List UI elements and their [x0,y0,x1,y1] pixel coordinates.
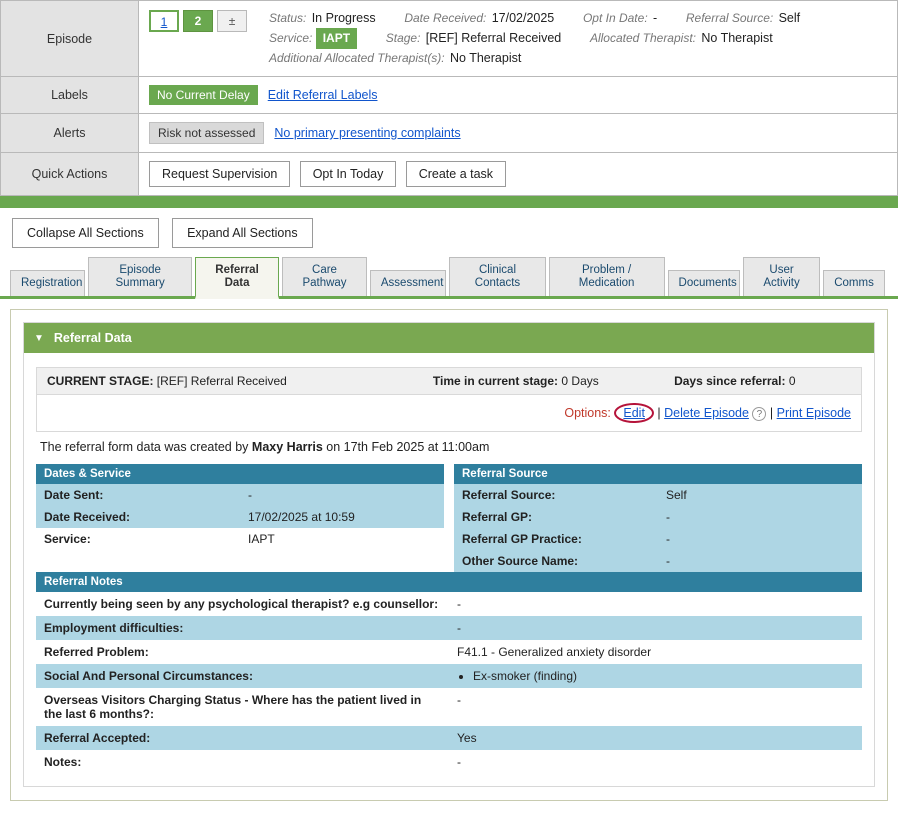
options-separator-2: | [769,406,774,420]
status-value: In Progress [311,11,376,25]
stage-summary-bar [36,367,862,395]
notes-value-3: • Ex-smoker (finding) [473,669,854,683]
dates-service-header: Dates & Service [36,464,444,484]
episode-number-2[interactable]: 2 [183,10,213,32]
current-stage-label: CURRENT STAGE: [47,374,154,388]
episode-number-1[interactable]: 1 [149,10,179,32]
episode-row-label: Episode [1,1,139,77]
green-divider [0,196,898,208]
chevron-down-icon[interactable]: ▼ [34,332,44,344]
table-row [454,550,862,572]
date-received-value-cell: 17/02/2025 at 10:59 [240,506,444,528]
allocated-therapist-value: No Therapist [701,31,773,45]
section-toggle-buttons [0,208,898,254]
table-row [36,726,862,750]
tab-referral-data[interactable]: Referral Data [195,257,279,299]
table-row [36,688,862,726]
referral-source-value-cell: Self [658,484,862,506]
additional-therapists-label: Additional Allocated Therapist(s): [269,51,445,65]
table-row [36,750,862,774]
episode-number-group[interactable] [149,9,247,32]
stage-value: [REF] Referral Received [425,31,562,45]
referral-notes-table [36,572,862,774]
alerts-row [1,114,898,153]
referral-gp-value: - [658,506,862,528]
no-primary-presenting-complaints-link[interactable]: No primary presenting complaints [274,126,461,140]
current-stage-cell [47,374,433,388]
collapse-all-sections-button[interactable]: Collapse All Sections [12,218,159,248]
table-row [36,506,444,528]
tab-bar [0,254,898,299]
table-row [36,664,862,688]
alerts-row-label: Alerts [1,114,139,153]
episode-add-button[interactable]: ± [217,10,247,32]
allocated-therapist-label: Allocated Therapist: [589,31,696,45]
referral-source-label: Referral Source: [685,11,774,25]
referral-gp-key: Referral GP: [454,506,658,528]
dates-service-table [36,464,444,572]
referral-data-panel-body [24,353,874,786]
panel-title: Referral Data [53,331,132,345]
time-in-stage-label: Time in current stage: [432,374,559,388]
referral-gp-practice-value: - [658,528,862,550]
date-sent-value: - [240,484,444,506]
print-episode-link[interactable]: Print Episode [776,406,851,420]
notes-key-2: Referred Problem: [36,640,449,664]
options-separator-1: | [657,406,661,420]
risk-not-assessed-badge[interactable]: Risk not assessed [149,122,264,144]
notes-key-4: Overseas Visitors Charging Status - Where has the patient lived in the last 6 months?: [36,688,449,726]
edit-referral-labels-link[interactable]: Edit Referral Labels [267,88,378,102]
tab-registration[interactable]: Registration [10,270,85,296]
expand-all-sections-button[interactable]: Expand All Sections [172,218,313,248]
notes-bullet-list [457,669,854,683]
notes-value-3-wrap [449,664,862,688]
notes-value-6: - [449,750,862,774]
tab-episode-summary[interactable]: Episode Summary [88,257,192,296]
tab-care-pathway[interactable]: Care Pathway [282,257,367,296]
service-value-cell: IAPT [240,528,444,550]
time-in-stage-value: 0 Days [561,374,599,388]
table-row [36,592,862,616]
stage-label: Stage: [385,31,421,45]
other-source-name-value: - [658,550,862,572]
created-user: Maxy Harris [251,440,323,454]
tab-assessment[interactable]: Assessment [370,270,446,296]
notes-value-0: - [449,592,862,616]
quick-actions-row-label: Quick Actions [1,153,139,196]
time-in-stage-cell [433,374,674,388]
referral-source-table [454,464,862,572]
table-row [36,484,444,506]
date-sent-key: Date Sent: [36,484,240,506]
notes-key-1: Employment difficulties: [36,616,449,640]
referral-data-container [10,309,888,801]
date-received-value: 17/02/2025 [491,11,555,25]
episode-fields [269,9,800,68]
service-badge: IAPT [316,28,357,49]
table-row [454,484,862,506]
days-since-referral-label: Days since referral: [674,374,786,388]
referral-data-panel-header[interactable] [24,323,874,353]
labels-row-label: Labels [1,77,139,114]
quick-actions-row-content [139,153,898,196]
referral-source-header: Referral Source [454,464,862,484]
table-row [36,616,862,640]
created-by-text [36,432,862,464]
tab-documents[interactable]: Documents [668,270,741,296]
options-bar [36,395,862,432]
request-supervision-button[interactable]: Request Supervision [149,161,290,187]
service-label: Service: [269,31,313,45]
tab-comms[interactable]: Comms [823,270,885,296]
quick-actions-row [1,153,898,196]
create-a-task-button[interactable]: Create a task [406,161,506,187]
days-since-referral-value: 0 [788,374,796,388]
date-received-label: Date Received: [404,11,487,25]
table-row [454,528,862,550]
episode-fields-line-2 [269,28,800,49]
opt-in-date-label: Opt In Date: [582,11,648,25]
notes-key-0: Currently being seen by any psychological therapist? e.g counsellor: [36,592,449,616]
referral-source-key: Referral Source: [454,484,658,506]
no-current-delay-badge: No Current Delay [149,85,258,105]
notes-key-3: Social And Personal Circumstances: [36,664,449,688]
status-label: Status: [269,11,307,25]
episode-fields-line-1 [269,9,800,28]
service-key: Service: [36,528,240,550]
notes-value-5: Yes [449,726,862,750]
opt-in-today-button[interactable]: Opt In Today [300,161,397,187]
dates-service-table-wrap [36,464,444,572]
labels-row-content [139,77,898,114]
alerts-row-content [139,114,898,153]
table-row [454,506,862,528]
options-label: Options: [564,406,611,420]
referral-data-panel [23,322,875,787]
table-row [36,528,444,550]
notes-key-5: Referral Accepted: [36,726,449,750]
created-prefix: The referral form data was created by [40,440,249,454]
notes-value-4: - [449,688,862,726]
table-row [36,640,862,664]
tab-problem-medication[interactable]: Problem / Medication [549,257,665,296]
opt-in-date-value: - [653,11,658,25]
edit-link[interactable]: Edit [614,403,654,423]
labels-row [1,77,898,114]
referral-notes-header: Referral Notes [36,572,862,592]
episode-header-table [0,0,898,196]
episode-fields-line-3 [269,49,800,68]
days-since-referral-cell [674,374,851,388]
current-stage-value: [REF] Referral Received [156,374,287,388]
episode-row-content [139,1,898,77]
notes-value-2: F41.1 - Generalized anxiety disorder [449,640,862,664]
other-source-name-key: Other Source Name: [454,550,658,572]
additional-therapists-value: No Therapist [449,51,522,65]
tab-clinical-contacts[interactable]: Clinical Contacts [449,257,545,296]
tab-user-activity[interactable]: User Activity [743,257,820,296]
episode-row [1,1,898,77]
help-icon[interactable]: ? [752,407,766,421]
notes-value-1: - [449,616,862,640]
details-tables [36,464,862,572]
referral-source-table-wrap [454,464,862,572]
table-row-spacer [36,550,444,572]
delete-episode-link[interactable]: Delete Episode [664,406,749,420]
referral-gp-practice-key: Referral GP Practice: [454,528,658,550]
created-suffix: on 17th Feb 2025 at 11:00am [326,440,490,454]
date-received-key: Date Received: [36,506,240,528]
referral-source-value: Self [778,11,801,25]
notes-key-6: Notes: [36,750,449,774]
